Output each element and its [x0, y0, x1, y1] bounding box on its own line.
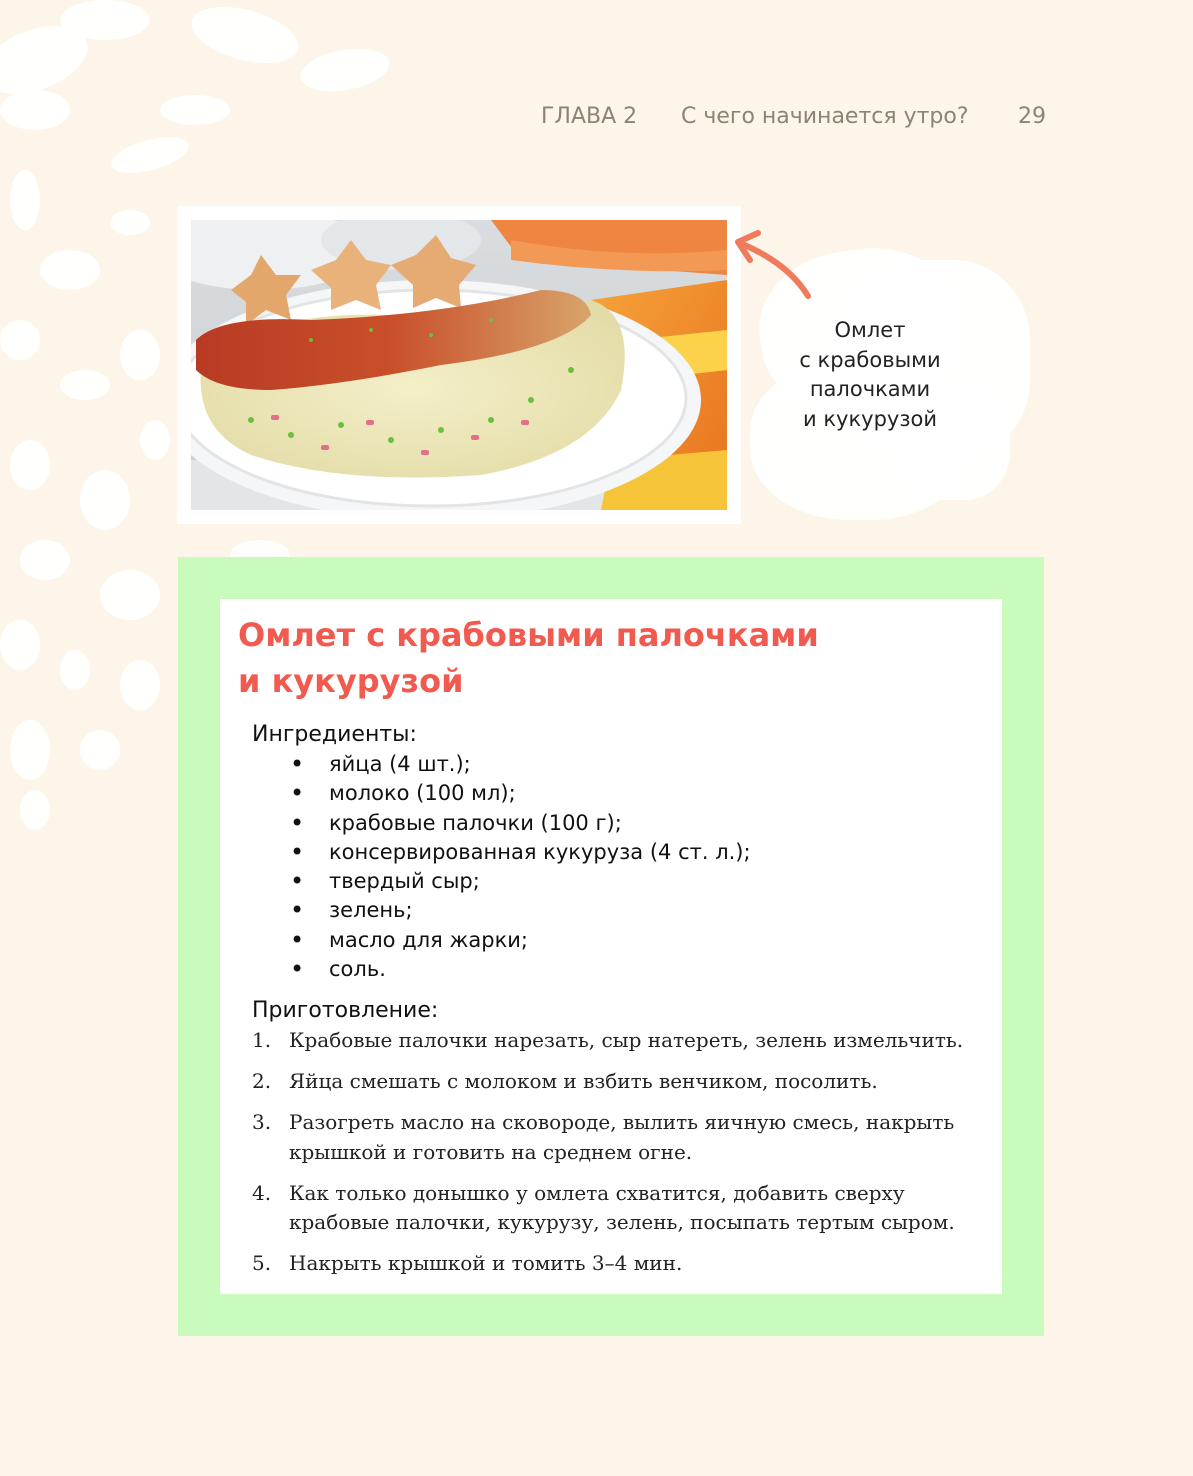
photo-caption: Омлет с крабовыми палочками и кукурузой: [799, 318, 941, 431]
list-item: [252, 1067, 992, 1097]
chapter-title: С чего начинается утро?: [681, 104, 969, 129]
step-text: Накрыть крышкой и томить 3–4 мин.: [289, 1251, 683, 1275]
step-text: Крабовые палочки нарезать, сыр натереть, зелень измельчить.: [289, 1028, 964, 1052]
step-number: 5.: [252, 1251, 272, 1275]
photo-frame: [177, 206, 741, 524]
step-text: Как только донышко у омлета схватится, добавить сверху крабовые палочки, кукурузу, зелень, посыпать тертым сыром.: [289, 1180, 955, 1234]
preparation-heading: Приготовление:: [252, 998, 439, 1023]
chapter-label: ГЛАВА 2: [541, 104, 638, 129]
list-item: • яйца (4 шт.);: [252, 750, 751, 779]
step-text: Яйца смешать с молоком и взбить венчиком, посолить.: [289, 1069, 878, 1093]
list-item: [252, 1108, 992, 1167]
step-number: 4.: [252, 1180, 272, 1205]
ingredients-list: [252, 750, 751, 984]
list-item: [252, 1179, 992, 1238]
step-number: 1.: [252, 1028, 272, 1052]
list-item: [252, 1249, 992, 1279]
recipe-title: Омлет с крабовыми палочками и кукурузой: [238, 616, 819, 700]
caption-arrow-icon: [728, 228, 818, 304]
list-item: • твердый сыр;: [252, 867, 751, 896]
omelet-photo: [191, 220, 727, 510]
running-header: [0, 104, 1193, 134]
step-text: Разогреть масло на сковороде, вылить яичную смесь, накрыть крышкой и готовить на среднем огне.: [289, 1110, 955, 1164]
list-item: [252, 1026, 992, 1056]
list-item: • консервированная кукуруза (4 ст. л.);: [252, 838, 751, 867]
list-item: • молоко (100 мл);: [252, 779, 751, 808]
list-item: • масло для жарки;: [252, 926, 751, 955]
list-item: • зелень;: [252, 896, 751, 925]
preparation-steps: [252, 1026, 992, 1290]
ingredients-heading: Ингредиенты:: [252, 722, 417, 747]
page-number: 29: [1018, 104, 1046, 129]
list-item: • крабовые палочки (100 г);: [252, 809, 751, 838]
step-number: 3.: [252, 1110, 272, 1134]
list-item: • соль.: [252, 955, 751, 984]
step-number: 2.: [252, 1069, 272, 1093]
